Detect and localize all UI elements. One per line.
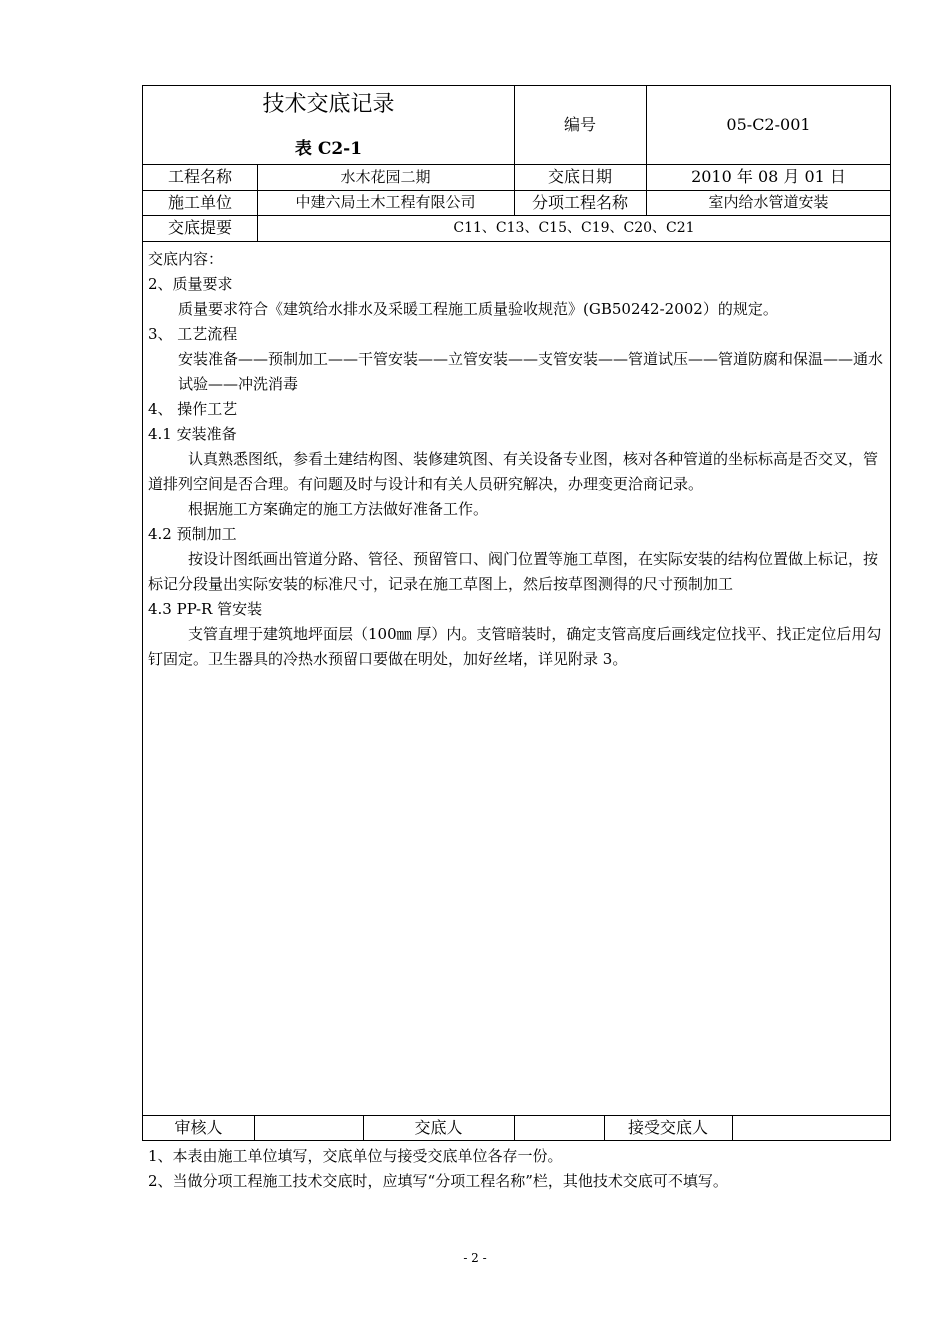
content-line: 安装准备——预制加工——干管安装——立管安装——支管安装——管道试压——管道防腐和保温——通水试验——冲洗消毒 — [178, 350, 884, 393]
summary-label: 交底提要 — [167, 218, 232, 237]
contractor-value: 中建六局土木工程有限公司 — [295, 193, 476, 211]
content-line: 根据施工方案确定的施工方法做好准备工作。 — [188, 500, 489, 518]
receiver-value — [732, 1115, 891, 1141]
content-line: 4、 操作工艺 — [148, 400, 238, 418]
content-line: 2、质量要求 — [148, 275, 233, 293]
content-line: 质量要求符合《建筑给水排水及采暖工程施工质量验收规范》(GB50242-2002）的规定。 — [178, 300, 778, 318]
summary-value: C11、C13、C15、C19、C20、C21 — [453, 220, 695, 236]
number-value: 05-C2-001 — [726, 114, 811, 134]
content-line: 4.2 预制加工 — [148, 525, 237, 543]
page-number: - 2 - — [463, 1251, 487, 1265]
number-label: 编号 — [563, 114, 596, 134]
content-line: 支管直埋于建筑地坪面层（100㎜ 厚）内。支管暗装时，确定支管高度后画线定位找平、找正定位后用勾钉固定。卫生器具的冷热水预留口要做在明处，加好丝堵，详见附录 3。 — [148, 625, 882, 668]
disclosure-content — [148, 247, 886, 672]
form-title: 技术交底记录 — [262, 92, 395, 117]
content-line: 按设计图纸画出管道分路、管径、预留管口、阀门位置等施工草图，在实际安装的结构位置做上标记，按标记分段量出实际安装的标准尺寸，记录在施工草图上，然后按草图测得的尺寸预制加工 — [148, 550, 879, 593]
note-line: 1、本表由施工单位填写，交底单位与接受交底单位各存一份。 — [148, 1147, 563, 1165]
row-divider — [142, 241, 891, 242]
discloser-label: 交底人 — [414, 1118, 463, 1137]
date-label: 交底日期 — [547, 167, 612, 186]
note-line: 2、当做分项工程施工技术交底时，应填写“分项工程名称”栏，其他技术交底可不填写。 — [148, 1172, 728, 1190]
content-line: 认真熟悉图纸，参看土建结构图、装修建筑图、有关设备专业图，核对各种管道的坐标标高是否交叉，管道排列空间是否合理。有问题及时与设计和有关人员研究解决，办理变更洽商记录。 — [148, 450, 879, 493]
form-notes — [148, 1144, 728, 1194]
content-line: 4.1 安装准备 — [148, 425, 237, 443]
project-label: 工程名称 — [167, 167, 232, 186]
discloser-value — [514, 1115, 604, 1141]
subproject-value: 室内给水管道安装 — [708, 193, 829, 211]
content-line: 4.3 PP-R 管安装 — [148, 600, 263, 618]
content-heading: 交底内容： — [148, 250, 224, 268]
subproject-label: 分项工程名称 — [531, 192, 628, 212]
reviewer-value — [254, 1115, 363, 1141]
content-line: 3、 工艺流程 — [148, 325, 238, 343]
date-value: 2010 年 08 月 01 日 — [691, 167, 846, 186]
reviewer-label: 审核人 — [174, 1118, 223, 1137]
project-value: 水木花园二期 — [340, 167, 431, 186]
contractor-label: 施工单位 — [167, 192, 232, 212]
form-code: 表 C2-1 — [294, 138, 363, 159]
receiver-label: 接受交底人 — [627, 1118, 708, 1137]
